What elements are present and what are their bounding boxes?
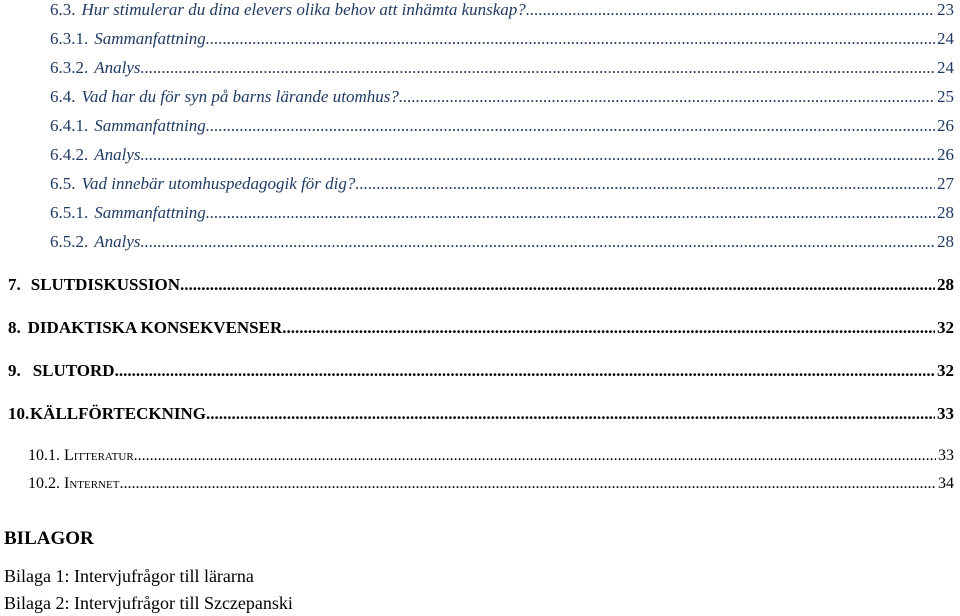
- toc-entry-number: 8.: [8, 318, 21, 337]
- toc-entry-10-2[interactable]: [28, 475, 954, 493]
- dot-leader: [119, 475, 936, 493]
- toc-entry-page: 33: [937, 404, 954, 423]
- toc-entry-6-4[interactable]: [50, 87, 954, 107]
- toc-entry-10[interactable]: [8, 404, 954, 424]
- dot-leader: [206, 29, 935, 49]
- toc-entry-page: 28: [937, 203, 954, 222]
- toc-entry-number: 7.: [8, 275, 21, 294]
- toc-entry-8[interactable]: [8, 318, 954, 338]
- toc-entry-number: 10.2.: [28, 475, 60, 492]
- toc-entry-page: 26: [937, 116, 954, 135]
- dot-leader: [282, 318, 935, 338]
- toc-entry-title: Analys: [94, 58, 141, 77]
- toc-entry-title: SLUTDISKUSSION: [30, 275, 181, 294]
- dot-leader: [134, 447, 936, 465]
- dot-leader: [115, 361, 935, 381]
- toc-entry-6-4-1[interactable]: [50, 116, 954, 136]
- toc-entry-title: Internet: [64, 475, 120, 492]
- toc-entry-page: 26: [937, 145, 954, 164]
- toc-entry-number: 10.: [8, 404, 30, 423]
- toc-entry-title: Vad har du för syn på barns lärande utomhus?: [81, 87, 399, 106]
- toc-entry-6-3[interactable]: [50, 0, 954, 20]
- toc-entry-10-1[interactable]: [28, 447, 954, 465]
- toc-entry-6-3-2[interactable]: [50, 58, 954, 78]
- toc-entry-page: 33: [938, 447, 954, 464]
- toc-entry-title: Sammanfattning: [94, 116, 206, 135]
- toc-entry-number: 6.3.1.: [50, 29, 89, 48]
- toc-entry-6-5-1[interactable]: [50, 203, 954, 223]
- toc-entry-number: 6.4.2.: [50, 145, 89, 164]
- appendix-item: Bilaga 1: Intervjufrågor till lärarna: [4, 566, 254, 586]
- toc-entry-page: 34: [938, 475, 954, 492]
- dot-leader: [141, 145, 935, 165]
- toc-entry-page: 28: [937, 232, 954, 251]
- dot-leader: [526, 0, 935, 20]
- toc-entry-number: 9.: [8, 361, 21, 380]
- toc-entry-page: 23: [937, 0, 954, 19]
- toc-entry-title: Analys: [94, 145, 141, 164]
- toc-entry-page: 24: [937, 29, 954, 48]
- dot-leader: [206, 404, 935, 424]
- toc-entry-6-5[interactable]: [50, 174, 954, 194]
- toc-entry-title: SLUTORD: [32, 361, 115, 380]
- toc-entry-page: 27: [937, 174, 954, 193]
- dot-leader: [355, 174, 935, 194]
- toc-entry-number: 6.3.: [50, 0, 76, 19]
- toc-entry-page: 24: [937, 58, 954, 77]
- toc-entry-6-5-2[interactable]: [50, 232, 954, 252]
- toc-entry-page: 25: [937, 87, 954, 106]
- toc-entry-title: Sammanfattning: [94, 29, 206, 48]
- toc-entry-number: 10.1.: [28, 447, 60, 464]
- toc-entry-title: Vad innebär utomhuspedagogik för dig?: [81, 174, 356, 193]
- dot-leader: [206, 203, 935, 223]
- toc-entry-title: Sammanfattning: [94, 203, 206, 222]
- dot-leader: [206, 116, 935, 136]
- appendix-item: Bilaga 2: Intervjufrågor till Szczepanski: [4, 593, 293, 613]
- toc-entry-number: 6.5.: [50, 174, 76, 193]
- toc-entry-title: Hur stimulerar du dina elevers olika behov att inhämta kunskap?: [81, 0, 526, 19]
- toc-entry-page: 28: [937, 275, 954, 294]
- toc-entry-6-4-2[interactable]: [50, 145, 954, 165]
- toc-entry-number: 6.5.2.: [50, 232, 89, 251]
- toc-entry-title: Analys: [94, 232, 141, 251]
- dot-leader: [141, 58, 935, 78]
- toc-entry-page: 32: [937, 361, 954, 380]
- toc-entry-9[interactable]: [8, 361, 954, 381]
- toc-entry-number: 6.4.1.: [50, 116, 89, 135]
- toc-entry-number: 6.3.2.: [50, 58, 89, 77]
- toc-entry-title: KÄLLFÖRTECKNING: [29, 404, 206, 423]
- dot-leader: [141, 232, 935, 252]
- toc-entry-7[interactable]: [8, 275, 954, 295]
- appendix-heading: BILAGOR: [4, 528, 94, 549]
- toc-entry-page: 32: [937, 318, 954, 337]
- toc-entry-number: 6.5.1.: [50, 203, 89, 222]
- toc-entry-number: 6.4.: [50, 87, 76, 106]
- toc-entry-6-3-1[interactable]: [50, 29, 954, 49]
- dot-leader: [180, 275, 935, 295]
- toc-entry-title: DIDAKTISKA KONSEKVENSER: [27, 318, 283, 337]
- dot-leader: [399, 87, 935, 107]
- toc-entry-title: Litteratur: [64, 447, 134, 464]
